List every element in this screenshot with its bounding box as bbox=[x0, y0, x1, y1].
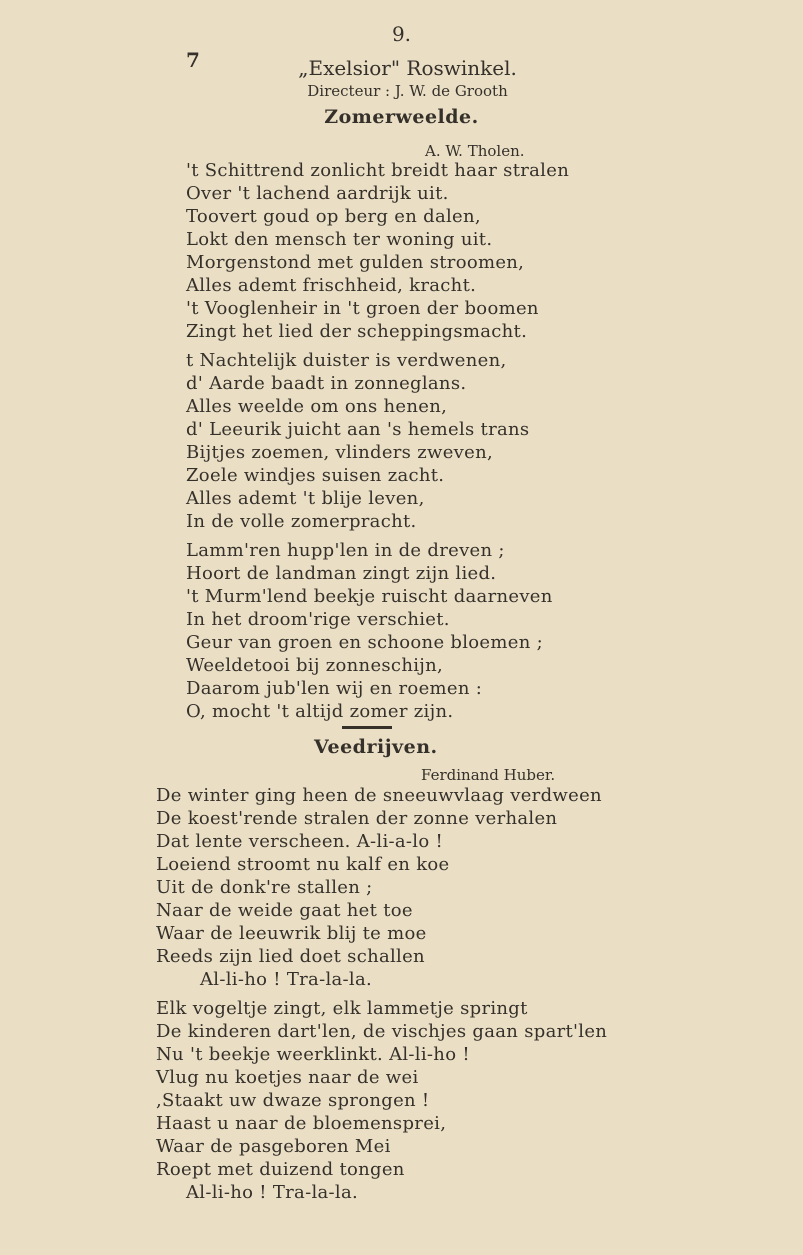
verse-line: Toovert goud op berg en dalen, bbox=[186, 206, 481, 227]
verse-line: Zingt het lied der scheppingsmacht. bbox=[186, 321, 528, 342]
verse-line: Zoele windjes suisen zacht. bbox=[186, 465, 445, 486]
verse-line: De koest'rende stralen der zonne verhalen bbox=[156, 808, 558, 829]
verse-line: In de volle zomerpracht. bbox=[186, 511, 417, 532]
verse-line: Elk vogeltje zingt, elk lammetje springt bbox=[156, 998, 528, 1019]
section-divider bbox=[342, 726, 392, 729]
verse-line: Hoort de landman zingt zijn lied. bbox=[186, 563, 497, 584]
verse-line: Over 't lachend aardrijk uit. bbox=[186, 183, 449, 204]
item-number: 7 bbox=[186, 48, 200, 72]
verse-line: Lokt den mensch ter woning uit. bbox=[186, 229, 493, 250]
verse-line: Alles weelde om ons henen, bbox=[186, 396, 448, 417]
verse-line: Al-li-ho ! Tra-la-la. bbox=[200, 969, 373, 990]
verse-line: Uit de donk're stallen ; bbox=[156, 877, 373, 898]
page-number: 9. bbox=[391, 22, 412, 46]
verse-line: De winter ging heen de sneeuwvlaag verdween bbox=[156, 785, 602, 806]
verse-line: Waar de leeuwrik blij te moe bbox=[156, 923, 427, 944]
verse-line: d' Leeurik juicht aan 's hemels trans bbox=[186, 419, 530, 440]
verse-line: Bijtjes zoemen, vlinders zweven, bbox=[186, 442, 494, 463]
verse-line: Waar de pasgeboren Mei bbox=[156, 1136, 391, 1157]
verse-line: 't Schittrend zonlicht breidt haar stralen bbox=[186, 160, 570, 181]
song2-title: Veedrijven. bbox=[314, 736, 438, 758]
verse-line: Al-li-ho ! Tra-la-la. bbox=[186, 1182, 359, 1203]
verse-line: Weeldetooi bij zonneschijn, bbox=[186, 655, 444, 676]
verse-line: In het droom'rige verschiet. bbox=[186, 609, 450, 630]
verse-line: Morgenstond met gulden stroomen, bbox=[186, 252, 525, 273]
verse-line: Reeds zijn lied doet schallen bbox=[156, 946, 425, 967]
song1-author: A. W. Tholen. bbox=[425, 142, 525, 160]
verse-line: Alles ademt 't blije leven, bbox=[186, 488, 425, 509]
verse-line: Loeiend stroomt nu kalf en koe bbox=[156, 854, 450, 875]
verse-line: De kinderen dart'len, de vischjes gaan spart'len bbox=[156, 1021, 608, 1042]
verse-line: 't Murm'lend beekje ruischt daarneven bbox=[186, 586, 553, 607]
verse-line: ,Staakt uw dwaze sprongen ! bbox=[156, 1090, 430, 1111]
verse-line: Roept met duizend tongen bbox=[156, 1159, 405, 1180]
verse-line: Lamm'ren hupp'len in de dreven ; bbox=[186, 540, 505, 561]
verse-line: Vlug nu koetjes naar de wei bbox=[156, 1067, 419, 1088]
song2-author: Ferdinand Huber. bbox=[421, 766, 556, 784]
verse-line: d' Aarde baadt in zonneglans. bbox=[186, 373, 467, 394]
director-line: Directeur : J. W. de Grooth bbox=[307, 82, 508, 100]
verse-line: Geur van groen en schoone bloemen ; bbox=[186, 632, 543, 653]
verse-line: t Nachtelijk duister is verdwenen, bbox=[186, 350, 507, 371]
verse-line: Alles ademt frischheid, kracht. bbox=[186, 275, 477, 296]
verse-line: Nu 't beekje weerklinkt. Al-li-ho ! bbox=[156, 1044, 470, 1065]
choir-name: „Exelsior" Roswinkel. bbox=[298, 56, 517, 80]
song1-title: Zomerweelde. bbox=[324, 106, 479, 128]
verse-line: O, mocht 't altijd zomer zijn. bbox=[186, 701, 454, 722]
verse-line: Dat lente verscheen. A-li-a-lo ! bbox=[156, 831, 444, 852]
verse-line: Daarom jub'len wij en roemen : bbox=[186, 678, 483, 699]
verse-line: Haast u naar de bloemensprei, bbox=[156, 1113, 447, 1134]
verse-line: Naar de weide gaat het toe bbox=[156, 900, 413, 921]
verse-line: 't Vooglenheir in 't groen der boomen bbox=[186, 298, 539, 319]
